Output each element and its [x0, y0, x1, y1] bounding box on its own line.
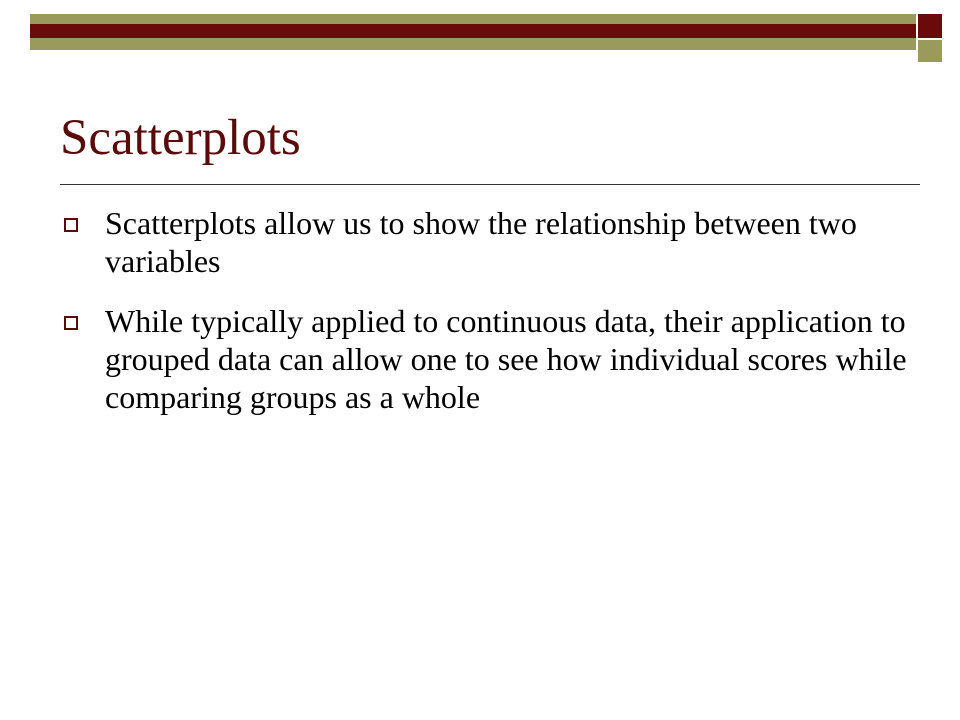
title-divider [60, 184, 920, 185]
hollow-square-icon [64, 218, 78, 232]
header-decoration [0, 0, 960, 62]
slide-title: Scatterplots [60, 110, 301, 166]
bullet-text: Scatterplots allow us to show the relationship between two variables [105, 205, 857, 279]
hollow-square-icon [64, 316, 78, 330]
header-olive-stripe-bottom [30, 38, 916, 50]
bullet-item [60, 204, 920, 280]
header-olive-stripe-top [30, 14, 916, 24]
bullet-item [60, 302, 920, 416]
corner-maroon-block [918, 14, 942, 38]
corner-olive-block [918, 40, 942, 62]
bullet-text: While typically applied to continuous data, their application to grouped data can allow one to see how individual scores while comparing groups as a whole [105, 303, 907, 415]
header-maroon-stripe [30, 24, 916, 38]
bullet-list [60, 204, 920, 438]
